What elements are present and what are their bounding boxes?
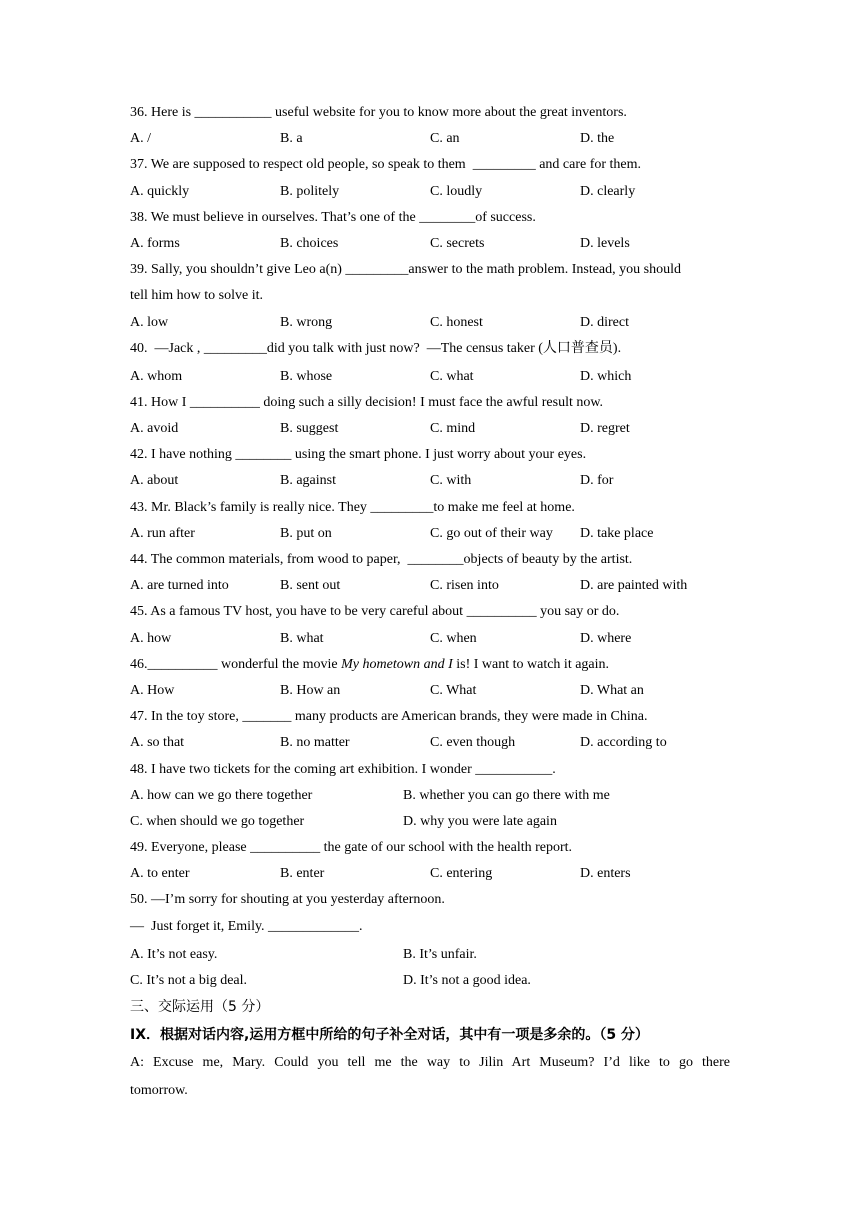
question-39-stem: 39. Sally, you shouldn’t give Leo a(n) _________answer to the math problem. Instead, you should [130,262,681,278]
option-b: B. put on [280,525,332,541]
question-42-options [130,470,730,496]
option-a: A. whom [130,368,183,384]
question-44-options [130,575,730,601]
question-50-stem: 50. —I’m sorry for shouting at you yesterday afternoon. [130,892,445,908]
option-d: D. regret [580,421,630,437]
option-d: D. It’s not a good idea. [403,972,531,988]
question-37-options [130,181,730,207]
option-b: B. whose [280,368,333,384]
question-42-stem: 42. I have nothing ________ using the smart phone. I just worry about your eyes. [130,447,587,463]
part-heading: IX．根据对话内容,运用方框中所给的句子补全对话，其中有一项是多余的。（5 分） [130,1027,649,1043]
option-c: C. secrets [430,235,485,251]
option-d: D. where [580,630,632,646]
option-d: D. according to [580,735,667,751]
option-b: B. How an [280,682,341,698]
option-c: C. when [430,630,477,646]
option-a: A. / [130,131,151,147]
question-37-stem: 37. We are supposed to respect old people, so speak to them _________ and care for them. [130,157,642,173]
stem-start: 46.__________ wonderful the movie [130,656,342,672]
question-43-options [130,523,730,549]
question-39-options [130,312,730,338]
question-49-stem: 49. Everyone, please __________ the gate of our school with the health report. [130,840,573,856]
option-d: D. enters [580,866,631,882]
question-48-options-ab [130,785,730,811]
option-c: C. with [430,473,472,489]
question-45-options [130,628,730,654]
question-41-options [130,418,730,444]
option-c: C. what [430,368,474,384]
option-c: C. honest [430,314,483,330]
question-48-stem: 48. I have two tickets for the coming art exhibition. I wonder ___________. [130,761,556,777]
option-a: A. quickly [130,183,190,199]
question-47-stem: 47. In the toy store, _______ many products are American brands, they were made in China. [130,709,648,725]
dialogue-line-1: A: Excuse me, Mary. Could you tell me the way to Jilin Art Museum? I’d like to go there [130,1055,730,1070]
question-36-stem: 36. Here is ___________ useful website for you to know more about the great inventors. [130,105,627,120]
option-b: B. wrong [280,314,333,330]
option-b: B. what [280,630,324,646]
option-d: D. take place [580,525,654,541]
option-c: C. risen into [430,578,499,594]
question-49-options [130,863,730,889]
option-d: D. why you were late again [403,813,557,829]
option-b: B. no matter [280,735,350,751]
option-b: B. a [280,131,303,147]
question-46-stem [130,654,730,680]
option-b: B. whether you can go there with me [403,787,610,803]
question-41-stem: 41. How I __________ doing such a silly decision! I must face the awful result now. [130,394,604,410]
movie-title: My hometown and I [341,656,453,672]
option-d: D. direct [580,314,629,330]
question-45-stem: 45. As a famous TV host, you have to be very careful about __________ you say or do. [130,604,620,620]
question-40-stem: 40. —Jack , _________did you talk with just now? —The census taker (人口普查员). [130,340,622,356]
option-b: B. politely [280,183,340,199]
option-c: C. loudly [430,183,483,199]
option-c: C. It’s not a big deal. [130,972,248,988]
option-a: A. how [130,630,172,646]
question-36-options [130,128,730,154]
option-c: C. an [430,131,460,147]
option-a: A. forms [130,235,180,251]
question-39-stem-cont: tell him how to solve it. [130,288,263,304]
option-c: C. mind [430,421,476,437]
option-a: A. How [130,682,175,698]
option-c: C. even though [430,735,516,751]
option-d: D. for [580,473,614,489]
question-40-options [130,366,730,392]
option-b: B. enter [280,866,325,882]
option-b: B. sent out [280,578,341,594]
question-48-options-cd [130,811,730,837]
option-d: D. are painted with [580,578,688,594]
question-47-options [130,732,730,758]
question-38-options [130,233,730,259]
option-a: A. low [130,314,169,330]
option-b: B. suggest [280,421,339,437]
option-a: A. so that [130,735,185,751]
question-43-stem: 43. Mr. Black’s family is really nice. They _________to make me feel at home. [130,499,575,515]
exam-page [130,102,730,1106]
question-50-options-ab [130,944,730,970]
option-a: A. are turned into [130,578,229,594]
option-b: B. against [280,473,336,489]
section-title: 三、交际运用（5 分） [130,999,270,1015]
option-a: A. run after [130,525,195,541]
option-d: D. levels [580,235,630,251]
stem-end: is! I want to watch it again. [452,656,610,672]
question-46-options [130,680,730,706]
option-d: D. which [580,368,632,384]
option-a: A. to enter [130,866,190,882]
option-a: A. about [130,473,179,489]
option-d: D. clearly [580,183,636,199]
option-d: D. the [580,131,615,147]
option-a: A. how can we go there together [130,787,313,803]
option-c: C. go out of their way [430,525,553,541]
option-b: B. choices [280,235,339,251]
question-38-stem: 38. We must believe in ourselves. That’s one of the ________of success. [130,209,536,225]
question-44-stem: 44. The common materials, from wood to paper, ________objects of beauty by the artist. [130,552,633,567]
question-50-stem-cont: — Just forget it, Emily. _____________. [130,918,363,934]
option-d: D. What an [580,682,644,698]
option-a: A. avoid [130,421,179,437]
question-50-options-cd [130,970,730,996]
option-a: A. It’s not easy. [130,946,218,962]
option-c: C. when should we go together [130,813,305,829]
dialogue-line-2: tomorrow. [130,1083,188,1098]
option-c: C. entering [430,866,493,882]
option-b: B. It’s unfair. [403,946,477,962]
option-c: C. What [430,682,477,698]
